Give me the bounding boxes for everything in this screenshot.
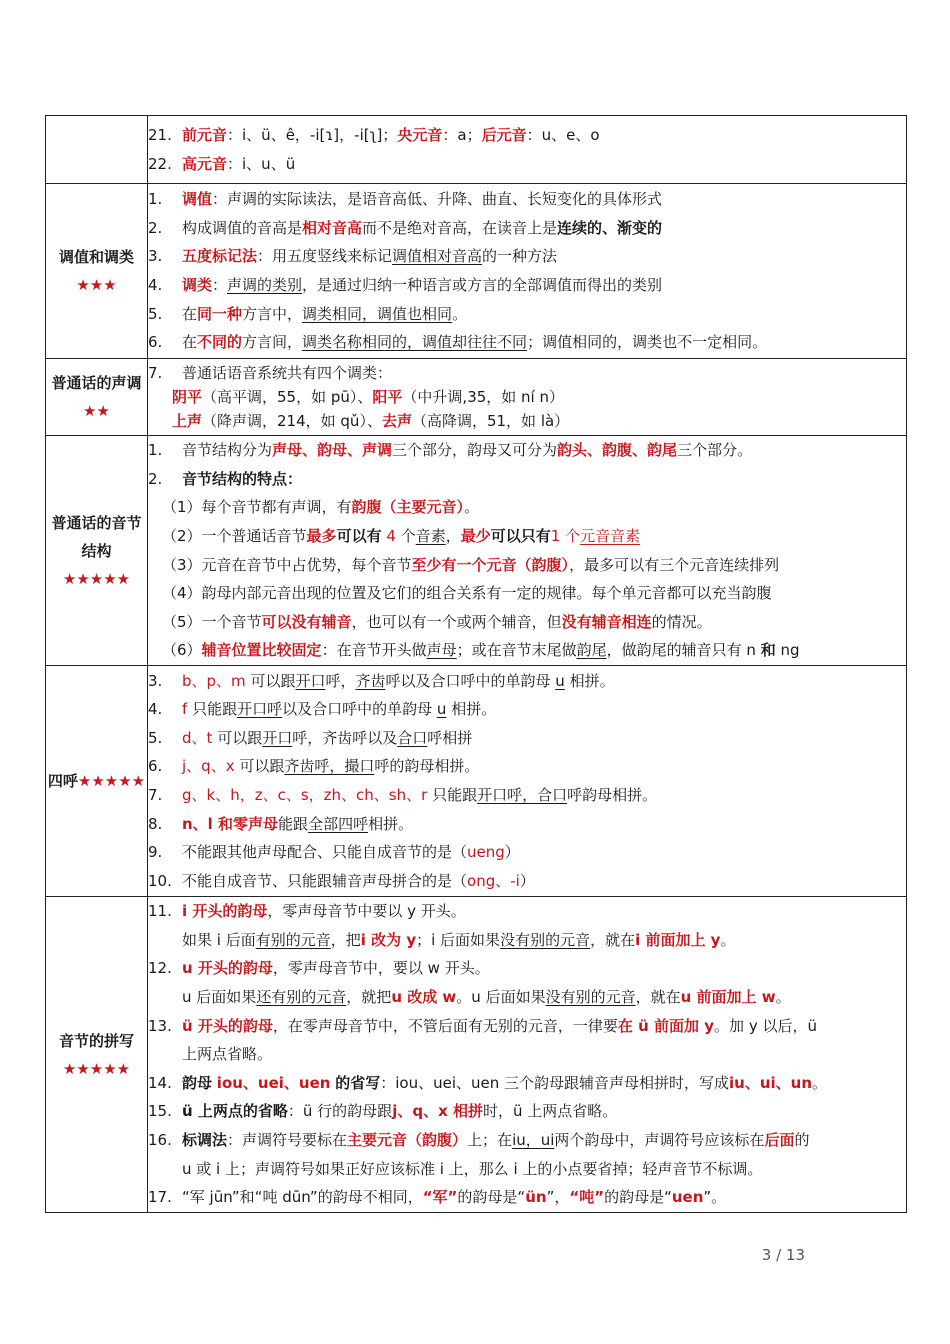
page-indicator: 3 / 13 — [761, 1246, 805, 1264]
sihu-item-9: 9. 不能跟其他声母配合、只能自成音节的是（ueng） — [148, 843, 520, 862]
syllable-point-4: （4）韵母内部元音出现的位置及它们的组合关系有一定的规律。每个单元音都可以充当韵腹 — [162, 584, 772, 603]
row-content-sihu — [148, 666, 907, 897]
sihu-item-8: 8. n、l 和零声母能跟全部四呼相拼。 — [148, 814, 414, 833]
item-21: 21. 前元音：i、ü、ê，-i[ɿ]，-i[ʅ]；央元音：a；后元音：u、e、o — [148, 125, 600, 144]
row-label-spelling: 音节的拼写 ★★★★★ — [46, 897, 148, 1213]
table-row — [46, 666, 907, 897]
spelling-item-14: 14. 韵母 iou、uei、uen 的省写：iou、uei、uen 三个韵母跟辅音声母相拼时，写成iu、ui、un。 — [148, 1073, 828, 1092]
sihu-item-3: 3. b、p、m 可以跟开口呼，齐齿呼以及合口呼中的单韵母 u 相拼。 — [148, 671, 615, 690]
row-label-empty — [46, 116, 148, 184]
star-rating: ★★★ — [76, 276, 117, 294]
spelling-item-13-cont: 上两点省略。 — [182, 1045, 273, 1064]
row-content-vowels — [148, 116, 907, 184]
spelling-item-12-detail: u 后面如果还有别的元音，就把u 改成 w。u 后面如果没有别的元音，就在u 前面加上 w。 — [182, 988, 791, 1007]
row-content-tone — [148, 184, 907, 359]
syllable-item-1: 1. 音节结构分为声母、韵母、声调三个部分，韵母又可分为韵头、韵腹、韵尾三个部分。 — [148, 441, 753, 460]
row-label-sihu: 四呼★★★★★ — [46, 666, 148, 897]
syllable-point-2: （2）一个普通话音节最多可以有 4 个音素，最少可以只有1 个元音音素 — [162, 526, 641, 545]
spelling-item-11-detail: 如果 i 后面有别的元音，把i 改为 y；i 后面如果没有别的元音，就在i 前面加上 y。 — [182, 930, 736, 949]
sihu-item-4: 4. f 只能跟开口呼以及合口呼中的单韵母 u 相拼。 — [148, 700, 497, 719]
syllable-point-5: （5）一个音节可以没有辅音，也可以有一个或两个辅音，但没有辅音相连的情况。 — [162, 612, 712, 631]
tone-item-6: 6. 在不同的方言间，调类名称相同的，调值却往往不同；调值相同的，调类也不一定相同。 — [148, 333, 768, 352]
tone-yin-yang: 阴平（高平调，55，如 pū）、阳平（中升调,35，如 ní n） — [172, 388, 564, 406]
tone-item-2: 2. 构成调值的音高是相对音高而不是绝对音高，在读音上是连续的、渐变的 — [148, 218, 663, 237]
spelling-item-16-cont: u 或 i 上；声调符号如果正好应该标准 i 上，那么 i 上的小点要省掉；轻声音节不标调。 — [182, 1159, 763, 1178]
row-content-syllable — [148, 436, 907, 666]
spelling-item-12: 12. u 开头的韵母，零声母音节中，要以 w 开头。 — [148, 959, 490, 978]
row-content-mandarin-tone — [148, 359, 907, 436]
star-rating: ★★★★★ — [77, 772, 146, 790]
star-rating: ★★ — [83, 402, 110, 420]
table-row — [46, 436, 907, 666]
tone-item-7: 7. 普通话语音系统共有四个调类： — [148, 364, 393, 382]
sihu-item-7: 7. g、k、h，z、c、s，zh、ch、sh、r 只能跟开口呼，合口呼韵母相拼。 — [148, 786, 658, 804]
tone-item-1: 1. 调值：声调的实际读法，是语音高低、升降、曲直、长短变化的具体形式 — [148, 190, 663, 209]
tone-item-3: 3. 五度标记法：用五度竖线来标记调值相对音高的一种方法 — [148, 247, 558, 266]
star-rating: ★★★★★ — [62, 569, 131, 588]
star-rating: ★★★★★ — [62, 1059, 131, 1078]
table-row — [46, 897, 907, 1213]
row-label-tone: 调值和调类 ★★★ — [46, 184, 148, 359]
tone-shang-qu: 上声（降声调，214，如 qǔ）、去声（高降调，51，如 là） — [172, 412, 570, 430]
sihu-item-6: 6. j、q、x 可以跟齐齿呼，撮口呼的韵母相拼。 — [148, 757, 480, 776]
spelling-item-16: 16. 标调法：声调符号要标在主要元音（韵腹）上；在iu，ui两个韵母中，声调符号应该标在后面的 — [148, 1130, 810, 1149]
syllable-point-6: （6）辅音位置比较固定：在音节开头做声母；或在音节末尾做韵尾，做韵尾的辅音只有 n 和 ng — [162, 641, 800, 660]
syllable-item-2: 2. 音节结构的特点： — [148, 469, 303, 488]
spelling-item-11: 11. i 开头的韵母，零声母音节中要以 y 开头。 — [148, 902, 466, 921]
row-label-mandarin-tone: 普通话的声调★★ — [46, 359, 148, 436]
row-content-spelling — [148, 897, 907, 1213]
tone-item-4: 4. 调类：声调的类别，是通过归纳一种语言或方言的全部调值而得出的类别 — [148, 276, 663, 294]
table-row — [46, 184, 907, 359]
spelling-item-17: 17. “军 jūn”和“吨 dūn”的韵母不相同，“军”的韵母是“ün”，“吨”的韵母是“uen”。 — [148, 1188, 727, 1207]
spelling-item-15: 15. ü 上两点的省略：ü 行的韵母跟j、q、x 相拼时，ü 上两点省略。 — [148, 1102, 618, 1121]
table-row — [46, 359, 907, 436]
row-label-syllable: 普通话的音节结构★★★★★ — [46, 436, 148, 666]
sihu-item-10: 10. 不能自成音节、只能跟辅音声母拼合的是（ong、-i） — [148, 871, 535, 890]
table-row — [46, 116, 907, 184]
syllable-point-3: （3）元音在音节中占优势，每个音节至少有一个元音（韵腹），最多可以有三个元音连续排列 — [162, 555, 780, 574]
sihu-item-5: 5. d、t 可以跟开口呼，齐齿呼以及合口呼相拼 — [148, 728, 473, 747]
syllable-point-1: （1）每个音节都有声调，有韵腹（主要元音）。 — [162, 498, 480, 517]
tone-item-5: 5. 在同一种方言中，调类相同，调值也相同。 — [148, 304, 468, 323]
item-22: 22. 高元音：i、u、ü — [148, 154, 296, 173]
spelling-item-13: 13. ü 开头的韵母，在零声母音节中，不管后面有无别的元音，一律要在 ü 前面加 y。加 y 以后，ü — [148, 1016, 817, 1035]
notes-table — [45, 115, 907, 1213]
